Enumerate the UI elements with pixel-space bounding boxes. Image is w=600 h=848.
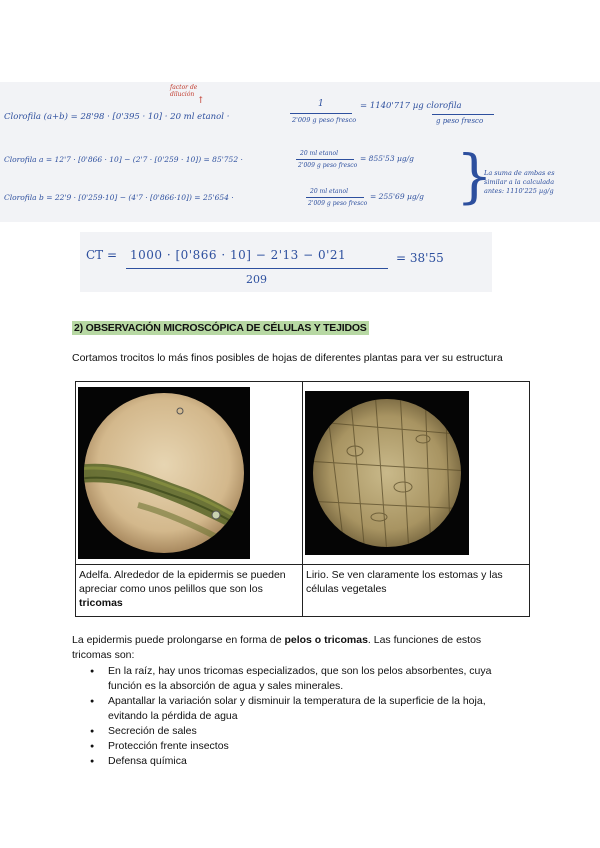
- lirio-caption: Lirio. Se ven claramente los estomas y las células vegetales: [303, 565, 530, 617]
- calc-line3-num: 20 ml etanol: [310, 188, 348, 195]
- adelfa-caption: [76, 565, 303, 617]
- fraction-bar: [296, 159, 354, 160]
- fraction-bar: [306, 197, 364, 198]
- epidermis-text-1: La epidermis puede prolongarse en forma de: [72, 634, 285, 646]
- intro-paragraph: Cortamos trocitos lo más finos posibles de hojas de diferentes plantas para ver su estructura: [72, 352, 503, 364]
- side-note-1: La suma de ambas es: [484, 169, 555, 177]
- calc-line3-result: = 255'69 µg/g: [370, 192, 424, 201]
- curly-brace: }: [456, 142, 493, 210]
- epidermis-paragraph: [72, 633, 512, 663]
- figure-cell-adelfa: [76, 382, 303, 565]
- fraction-bar: [432, 114, 494, 115]
- fraction-bar: [126, 268, 388, 269]
- calc-line3-lhs: Clorofila b = 22'9 · [0'259·10] − (4'7 · [0'866·10]) = 25'654 ·: [4, 193, 234, 202]
- fraction-bar: [290, 113, 352, 114]
- dilution-arrow: ↑: [197, 96, 205, 106]
- list-item: ● En la raíz, hay unos tricomas especializados, que son los pelos absorbentes, cuya función es la absorción de agua y sales minerales.: [90, 664, 528, 694]
- calc-line1-unit: g peso fresco: [436, 117, 484, 125]
- list-item: ● Protección frente insectos: [90, 739, 528, 754]
- calc-line2-num: 20 ml etanol: [300, 150, 338, 157]
- side-note-3: antes: 1110'225 µg/g: [484, 187, 554, 195]
- calc-line3-den: 2'009 g peso fresco: [308, 200, 368, 207]
- adelfa-micrograph: [76, 382, 302, 564]
- ct-num: 1000 · [0'866 · 10] − 2'13 − 0'21: [130, 248, 347, 262]
- ct-lhs: CT =: [86, 248, 118, 262]
- list-item: ● Defensa química: [90, 754, 528, 769]
- calc-line2-den: 2'009 g peso fresco: [298, 162, 358, 169]
- epidermis-text-2: . Las funciones de estos tricomas son:: [72, 634, 482, 661]
- list-item: ● Apantallar la variación solar y disminuir la temperatura de la superficie de la hoja, evitando la pérdida de agua: [90, 694, 528, 724]
- calc-line1-result: = 1140'717 µg clorofila: [360, 101, 462, 111]
- ct-den: 209: [246, 273, 267, 286]
- epidermis-bold: pelos o tricomas: [284, 634, 368, 646]
- ct-result: = 38'55: [396, 251, 444, 265]
- micrograph-table: [75, 381, 530, 617]
- lirio-micrograph: [303, 382, 529, 564]
- side-note-2: similar a la calculada: [484, 178, 555, 186]
- section-heading: 2) OBSERVACIÓN MICROSCÓPICA DE CÉLULAS Y TEJIDOS: [74, 322, 367, 334]
- calc-line1-label: Clorofila (a+b) = 28'98 · [0'395 · 10] · 20 ml etanol ·: [4, 112, 230, 122]
- calc-line1-num: 1: [318, 99, 324, 109]
- calc-line2-lhs: Clorofila a = 12'7 · [0'866 · 10] − (2'7 · [0'259 · 10]) = 85'752 ·: [4, 155, 243, 164]
- dilution-factor-note: factor de dilución: [170, 84, 198, 98]
- adelfa-caption-text: Adelfa. Alrededor de la epidermis se pueden apreciar como unos pelillos que son los: [79, 569, 286, 595]
- figure-cell-lirio: [303, 382, 530, 565]
- calc-line2-result: = 855'53 µg/g: [360, 154, 414, 163]
- trichome-functions-list: [90, 664, 528, 769]
- adelfa-caption-bold: tricomas: [79, 597, 123, 609]
- list-item: ● Secreción de sales: [90, 724, 528, 739]
- calc-line1-den: 2'009 g peso fresco: [292, 116, 357, 124]
